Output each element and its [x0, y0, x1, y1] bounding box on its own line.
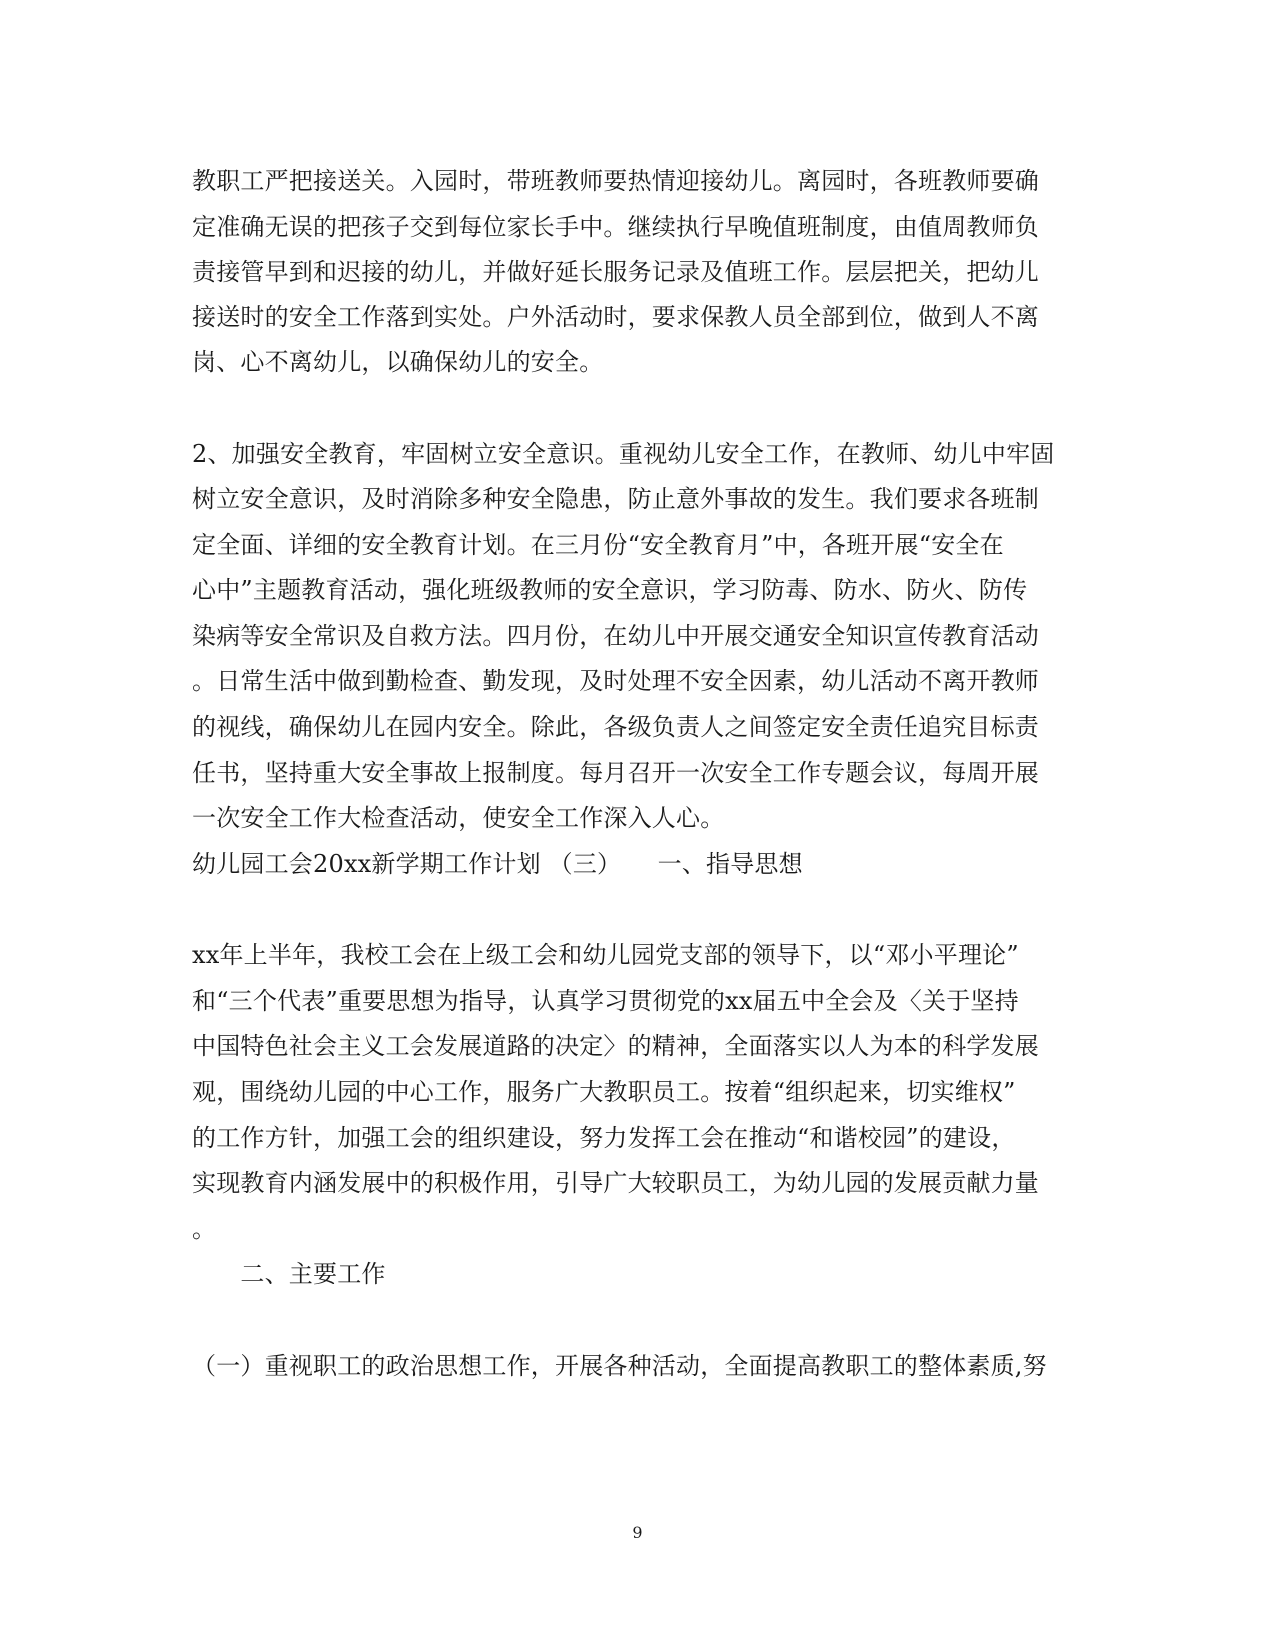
page-number: 9 — [632, 1523, 643, 1542]
body-text-line: 染病等安全常识及自救方法。四月份，在幼儿中开展交通安全知识宣传教育活动 — [192, 622, 1039, 650]
body-text-line: 定准确无误的把孩子交到每位家长手中。继续执行早晚值班制度，由值周教师负 — [192, 213, 1039, 241]
body-text-line: 树立安全意识，及时消除多种安全隐患，防止意外事故的发生。我们要求各班制 — [192, 485, 1039, 513]
body-text-line: xx年上半年，我校工会在上级工会和幼儿园党支部的领导下，以“邓小平理论” — [192, 941, 1019, 969]
section-heading-line: 幼儿园工会20xx新学期工作计划 （三） 一、指导思想 — [192, 850, 803, 878]
body-text-line: 定全面、详细的安全教育计划。在三月份“安全教育月”中，各班开展“安全在 — [192, 531, 1004, 559]
body-text-line: 中国特色社会主义工会发展道路的决定〉的精神，全面落实以人为本的科学发展 — [192, 1032, 1039, 1060]
section-heading-line: 二、主要工作 — [192, 1260, 386, 1288]
body-text-line: 。日常生活中做到勤检查、勤发现，及时处理不安全因素，幼儿活动不离开教师 — [192, 667, 1039, 695]
body-text-line: 的工作方针，加强工会的组织建设，努力发挥工会在推动“和谐校园”的建设， — [192, 1124, 1016, 1152]
body-text-line: （一）重视职工的政治思想工作，开展各种活动，全面提高教职工的整体素质,努 — [192, 1352, 1047, 1380]
body-text-line: 岗、心不离幼儿，以确保幼儿的安全。 — [192, 348, 604, 376]
body-text-line: 实现教育内涵发展中的积极作用，引导广大较职员工，为幼儿园的发展贡献力量 — [192, 1169, 1039, 1197]
body-text-line: 的视线，确保幼儿在园内安全。除此，各级负责人之间签定安全责任追究目标责 — [192, 713, 1039, 741]
body-text-line: 接送时的安全工作落到实处。户外活动时，要求保教人员全部到位，做到人不离 — [192, 303, 1039, 331]
body-text-line: 任书，坚持重大安全事故上报制度。每月召开一次安全工作专题会议，每周开展 — [192, 759, 1039, 787]
body-text-line: 教职工严把接送关。入园时，带班教师要热情迎接幼儿。离园时，各班教师要确 — [192, 167, 1039, 195]
body-text-line: 。 — [192, 1215, 217, 1243]
body-text-line: 2、加强安全教育，牢固树立安全意识。重视幼儿安全工作，在教师、幼儿中牢固 — [192, 440, 1055, 468]
body-text-line: 一次安全工作大检查活动，使安全工作深入人心。 — [192, 804, 725, 832]
body-text-line: 责接管早到和迟接的幼儿，并做好延长服务记录及值班工作。层层把关，把幼儿 — [192, 258, 1039, 286]
body-text-line: 心中”主题教育活动，强化班级教师的安全意识，学习防毒、防水、防火、防传 — [192, 576, 1028, 604]
body-text-line: 观，围绕幼儿园的中心工作，服务广大教职员工。按着“组织起来，切实维权” — [192, 1078, 1016, 1106]
body-text-line: 和“三个代表”重要思想为指导，认真学习贯彻党的xx届五中全会及〈关于坚持 — [192, 987, 1019, 1015]
